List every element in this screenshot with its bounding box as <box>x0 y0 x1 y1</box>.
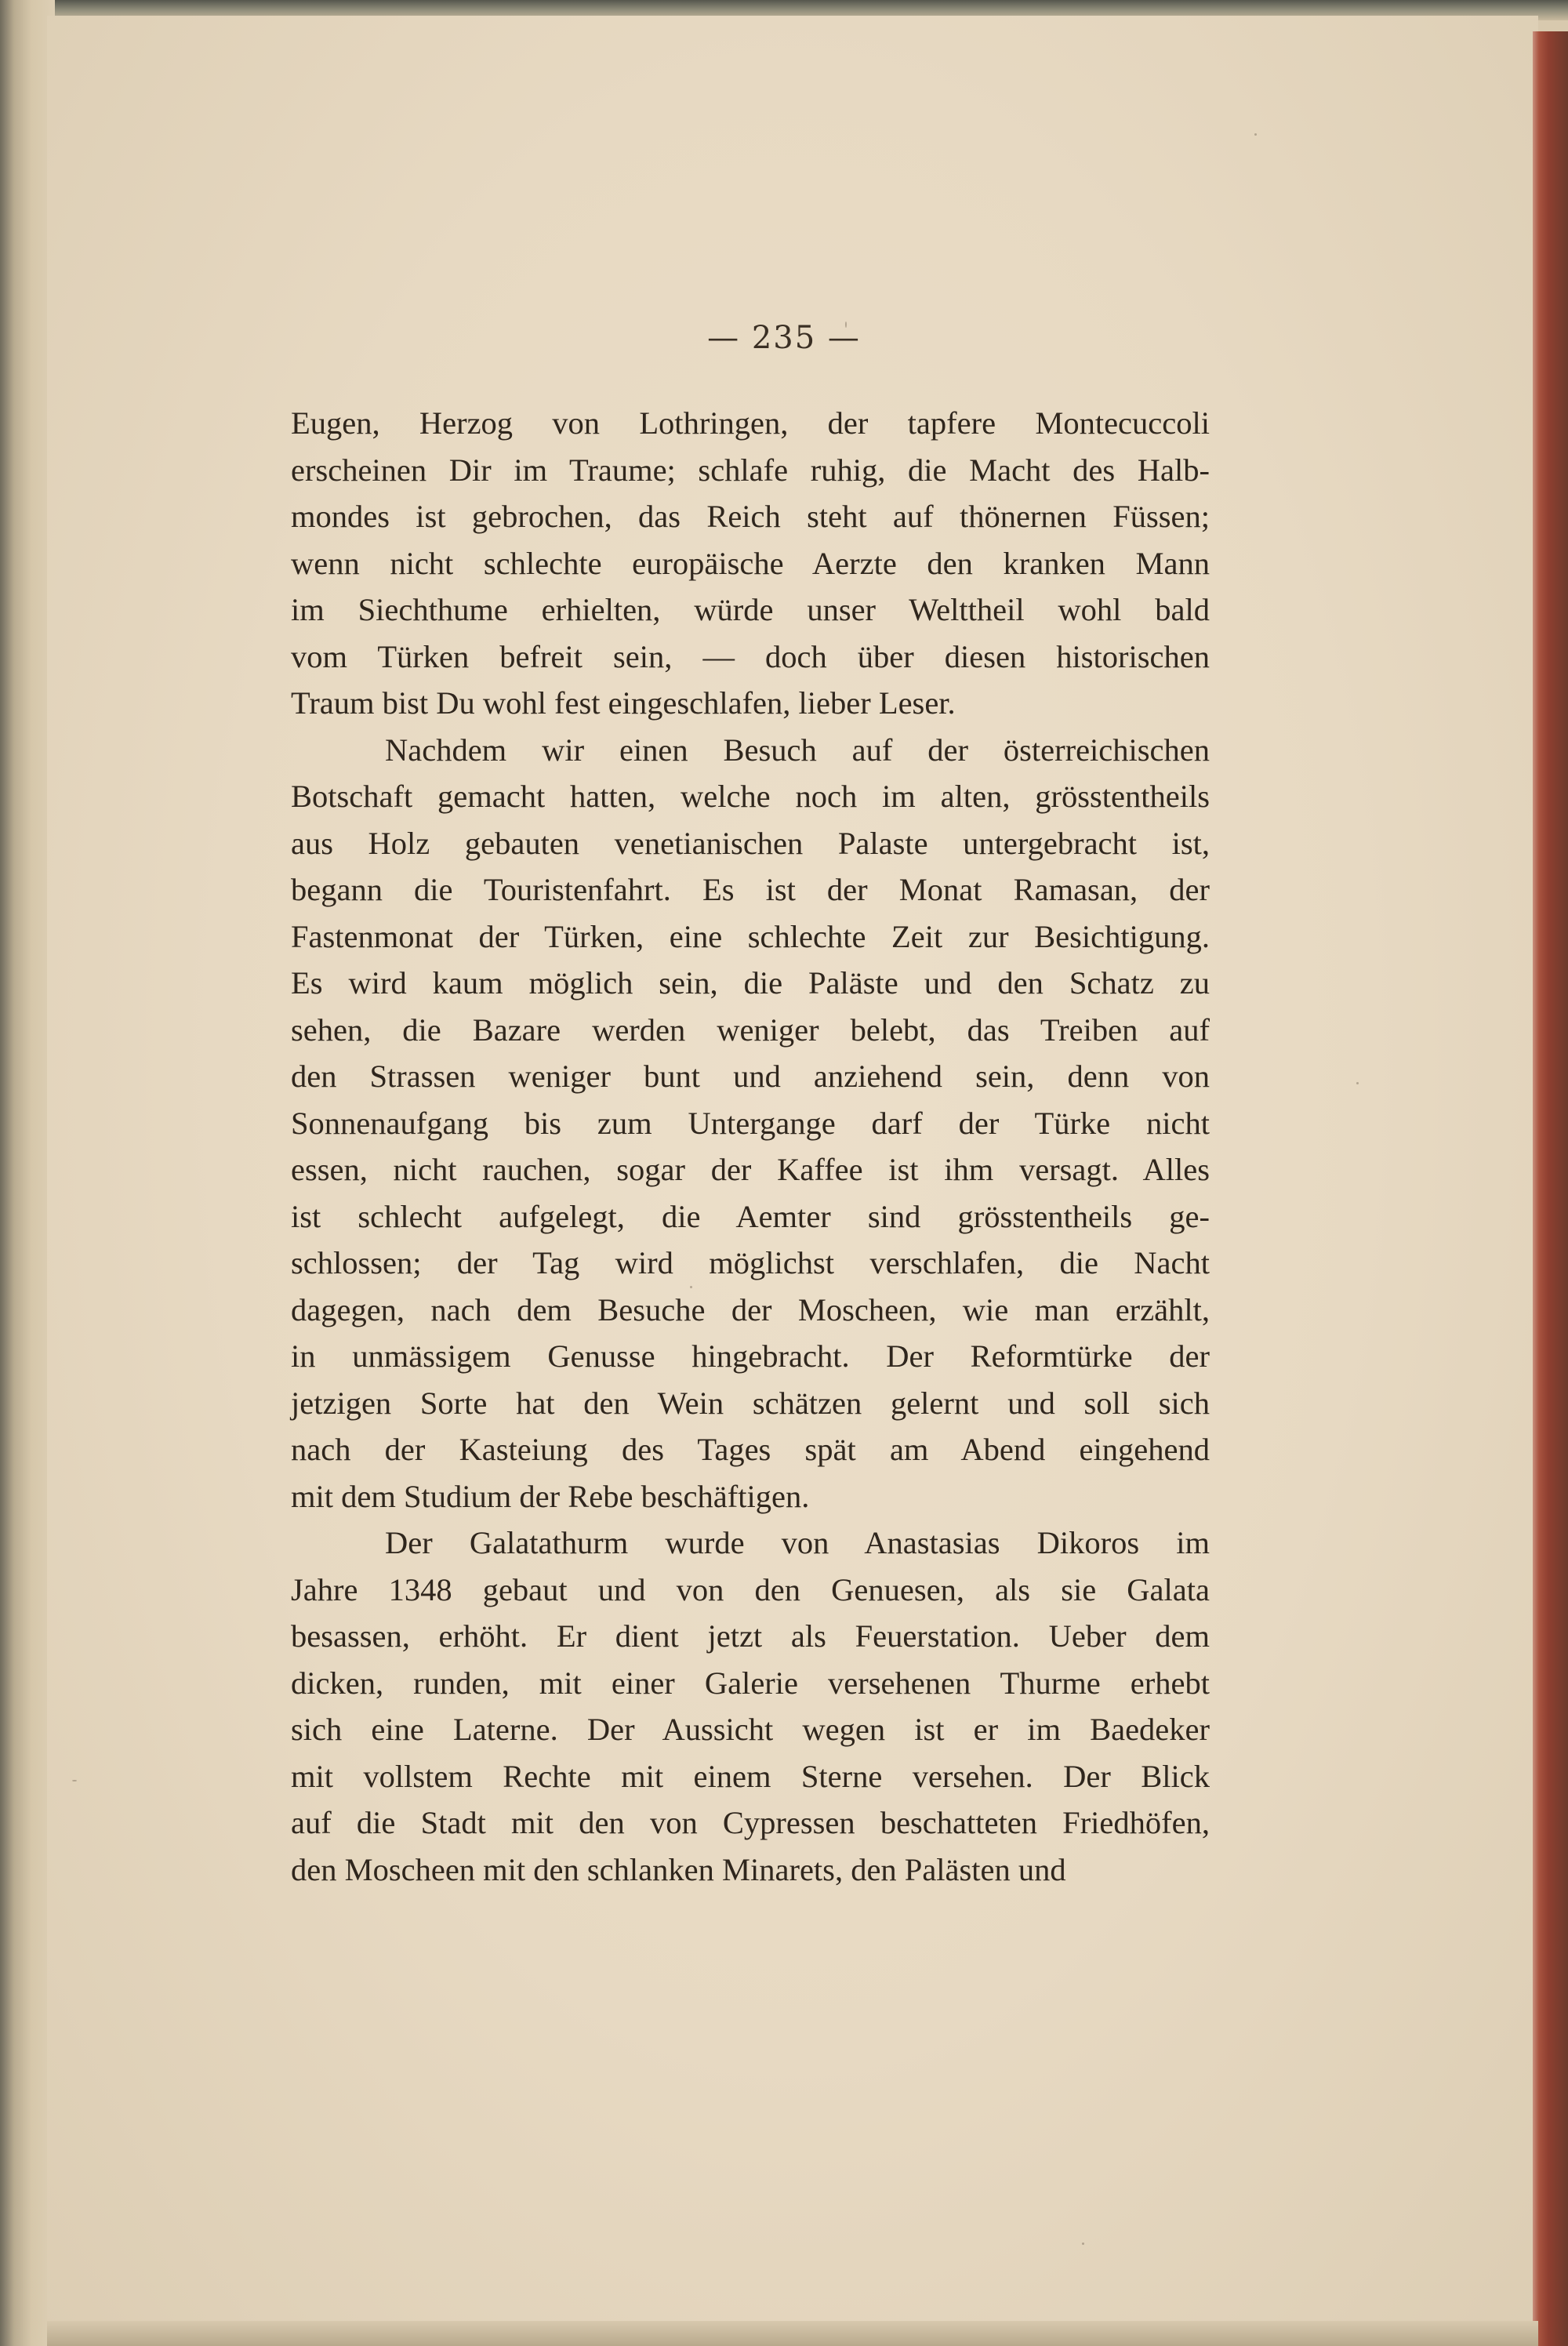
text-line: den Strassen weniger bunt und anziehend sein, denn von <box>291 1059 1210 1094</box>
text-line: vom Türken befreit sein, — doch über diesen historischen <box>291 638 1210 674</box>
page-number: — 235 — <box>707 320 861 356</box>
text-line: Der Galatathurm wurde von Anastasias Dikoros im <box>385 1525 1210 1560</box>
text-line: sehen, die Bazare werden weniger belebt, das Treiben auf <box>291 1011 1210 1048</box>
text-line: essen, nicht rauchen, sogar der Kaffee ist ihm versagt. Alles <box>291 1152 1210 1187</box>
paper-speck <box>1082 2242 1084 2245</box>
text-line: sich eine Laterne. Der Aussicht wegen ist er im Baedeker <box>291 1712 1210 1747</box>
text-line: erscheinen Dir im Traume; schlafe ruhig, die Macht des Halb- <box>291 452 1210 488</box>
text-line: schlossen; der Tag wird möglichst verschlafen, die Nacht <box>291 1245 1210 1280</box>
text-line: Es wird kaum möglich sein, die Paläste und den Schatz zu <box>291 965 1210 1000</box>
paper-speck <box>72 1780 77 1781</box>
text-line: Jahre 1348 gebaut und von den Genuesen, als sie Galata <box>291 1571 1210 1607</box>
book-edge-red <box>1533 31 1568 2346</box>
text-line: in unmässigem Genusse hingebracht. Der Reformtürke der <box>291 1338 1210 1374</box>
text-line: begann die Touristenfahrt. Es ist der Monat Ramasan, der <box>291 872 1210 907</box>
text-line: mit vollstem Rechte mit einem Sterne versehen. Der Blick <box>291 1758 1210 1794</box>
body-text <box>291 400 1210 1893</box>
text-line: mit dem Studium der Rebe beschäftigen. <box>291 1478 810 1514</box>
paragraph <box>291 400 1210 727</box>
paragraph <box>291 1520 1210 1893</box>
text-line: wenn nicht schlechte europäische Aerzte den kranken Mann <box>291 545 1210 581</box>
text-line: dicken, runden, mit einer Galerie versehenen Thurme erhebt <box>291 1665 1210 1701</box>
text-line: nach der Kasteiung des Tages spät am Abend eingehend <box>291 1432 1210 1467</box>
text-line: Sonnenaufgang bis zum Untergange darf der Türke nicht <box>291 1105 1210 1141</box>
text-line: im Siechthume erhielten, würde unser Welttheil wohl bald <box>291 592 1210 627</box>
text-line: auf die Stadt mit den von Cypressen beschatteten Friedhöfen, <box>291 1805 1210 1840</box>
text-line: besassen, erhöht. Er dient jetzt als Feuerstation. Ueber dem <box>291 1618 1210 1654</box>
text-line: dagegen, nach dem Besuche der Moscheen, wie man erzählt, <box>291 1291 1210 1327</box>
paragraph <box>291 727 1210 1520</box>
paper-speck <box>1356 1082 1359 1084</box>
text-line: jetzigen Sorte hat den Wein schätzen gelernt und soll sich <box>291 1385 1210 1421</box>
text-line: ist schlecht aufgelegt, die Aemter sind grösstentheils ge- <box>291 1198 1210 1234</box>
paper-speck <box>1254 133 1257 136</box>
text-line: Nachdem wir einen Besuch auf der österreichischen <box>385 732 1210 768</box>
text-line: mondes ist gebrochen, das Reich steht auf thönernen Füssen; <box>291 499 1210 534</box>
text-line: aus Holz gebauten venetianischen Palaste untergebracht ist, <box>291 825 1210 861</box>
text-line: Botschaft gemacht hatten, welche noch im alten, grösstentheils <box>291 779 1210 814</box>
text-line: Eugen, Herzog von Lothringen, der tapfere Montecuccoli <box>291 405 1210 441</box>
text-line: Traum bist Du wohl fest eingeschlafen, lieber Leser. <box>291 685 956 721</box>
text-line: den Moscheen mit den schlanken Minarets, den Palästen und <box>291 1851 1066 1887</box>
page-bottom-shadow <box>47 2321 1538 2346</box>
text-line: Fastenmonat der Türken, eine schlechte Zeit zur Besichtigung. <box>291 918 1210 954</box>
